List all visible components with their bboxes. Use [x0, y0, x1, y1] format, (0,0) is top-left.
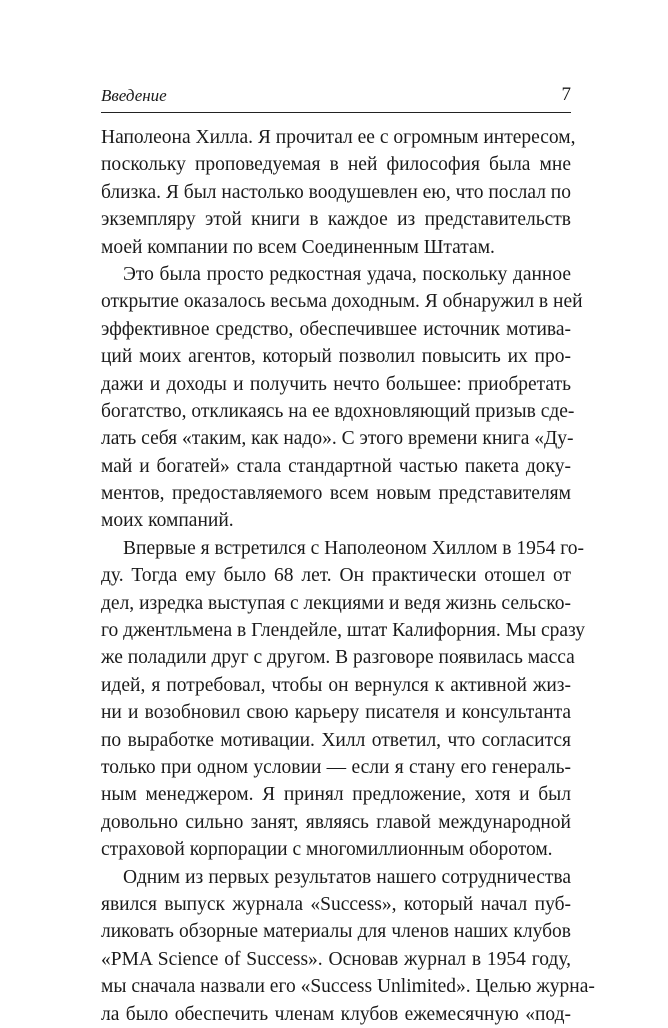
text-line: эффективное средство, обеспечившее источник мотива-	[101, 318, 571, 340]
text-line: моих компаний.	[101, 510, 234, 532]
text-line: довольно сильно занят, являясь главой международной	[101, 811, 571, 833]
text-line: страховой корпорации с многомиллионным оборотом.	[101, 839, 553, 861]
text-line: Наполеона Хилла. Я прочитал ее с огромным интересом,	[101, 127, 576, 148]
body-text	[101, 124, 595, 1028]
text-line: лать себя «таким, как надо». С этого времени книга «Ду-	[101, 428, 574, 450]
text-line: ла было обеспечить членам клубов ежемесячную «под-	[101, 1003, 571, 1025]
text-line: явился выпуск журнала «Success», который начал пуб-	[101, 893, 571, 915]
text-line: Впервые я встретился с Наполеоном Хиллом в 1954 го-	[123, 537, 585, 559]
text-line: по выработке мотивации. Хилл ответил, что согласится	[101, 729, 571, 751]
text-line: моей компании по всем Соединенным Штатам.	[101, 236, 495, 258]
text-line: мы сначала назвали его «Success Unlimited». Целью журна-	[101, 976, 595, 998]
text-line: ликовать обзорные материалы для членов наших клубов	[101, 921, 571, 943]
text-line: дажи и доходы и получить нечто большее: приобретать	[101, 373, 571, 395]
section-title: Введение	[101, 86, 167, 105]
text-line: экземпляру этой книги в каждое из представительств	[101, 209, 571, 231]
text-line: ни и возобновил свою карьеру писателя и консультанта	[101, 702, 571, 724]
text-line: «PMA Science of Success». Основав журнал в 1954 году,	[101, 948, 571, 970]
text-line: открытие оказалось весьма доходным. Я обнаружил в ней	[101, 291, 583, 313]
text-line: ций моих агентов, который позволил повысить их про-	[101, 346, 571, 368]
text-line: идей, я потребовал, чтобы он вернулся к активной жиз-	[101, 674, 571, 696]
text-line: ментов, предоставляемого всем новым представителям	[101, 483, 571, 505]
text-line: Одним из первых результатов нашего сотрудничества	[123, 866, 571, 888]
text-line: только при одном условии — если я стану его генераль-	[101, 756, 571, 778]
text-line: поскольку проповедуемая в ней философия была мне	[101, 154, 571, 176]
text-line: ду. Тогда ему было 68 лет. Он практически отошел от	[101, 565, 571, 587]
text-line: же поладили друг с другом. В разговоре появилась масса	[101, 647, 575, 669]
text-line: близка. Я был настолько воодушевлен ею, что послал по	[101, 181, 571, 203]
text-line: го джентльмена в Глендейле, штат Калифорния. Мы сразу	[101, 620, 586, 642]
text-line: ным менеджером. Я принял предложение, хотя и был	[101, 784, 571, 806]
text-line: дел, изредка выступая с лекциями и ведя жизнь сельско-	[101, 592, 571, 614]
page-number: 7	[561, 84, 571, 105]
text-line: май и богатей» стала стандартной частью пакета доку-	[101, 455, 571, 477]
running-header	[101, 80, 571, 113]
text-line: богатство, откликаясь на ее вдохновляющий призыв сде-	[101, 400, 575, 422]
text-line: Это была просто редкостная удача, поскольку данное	[123, 263, 571, 285]
